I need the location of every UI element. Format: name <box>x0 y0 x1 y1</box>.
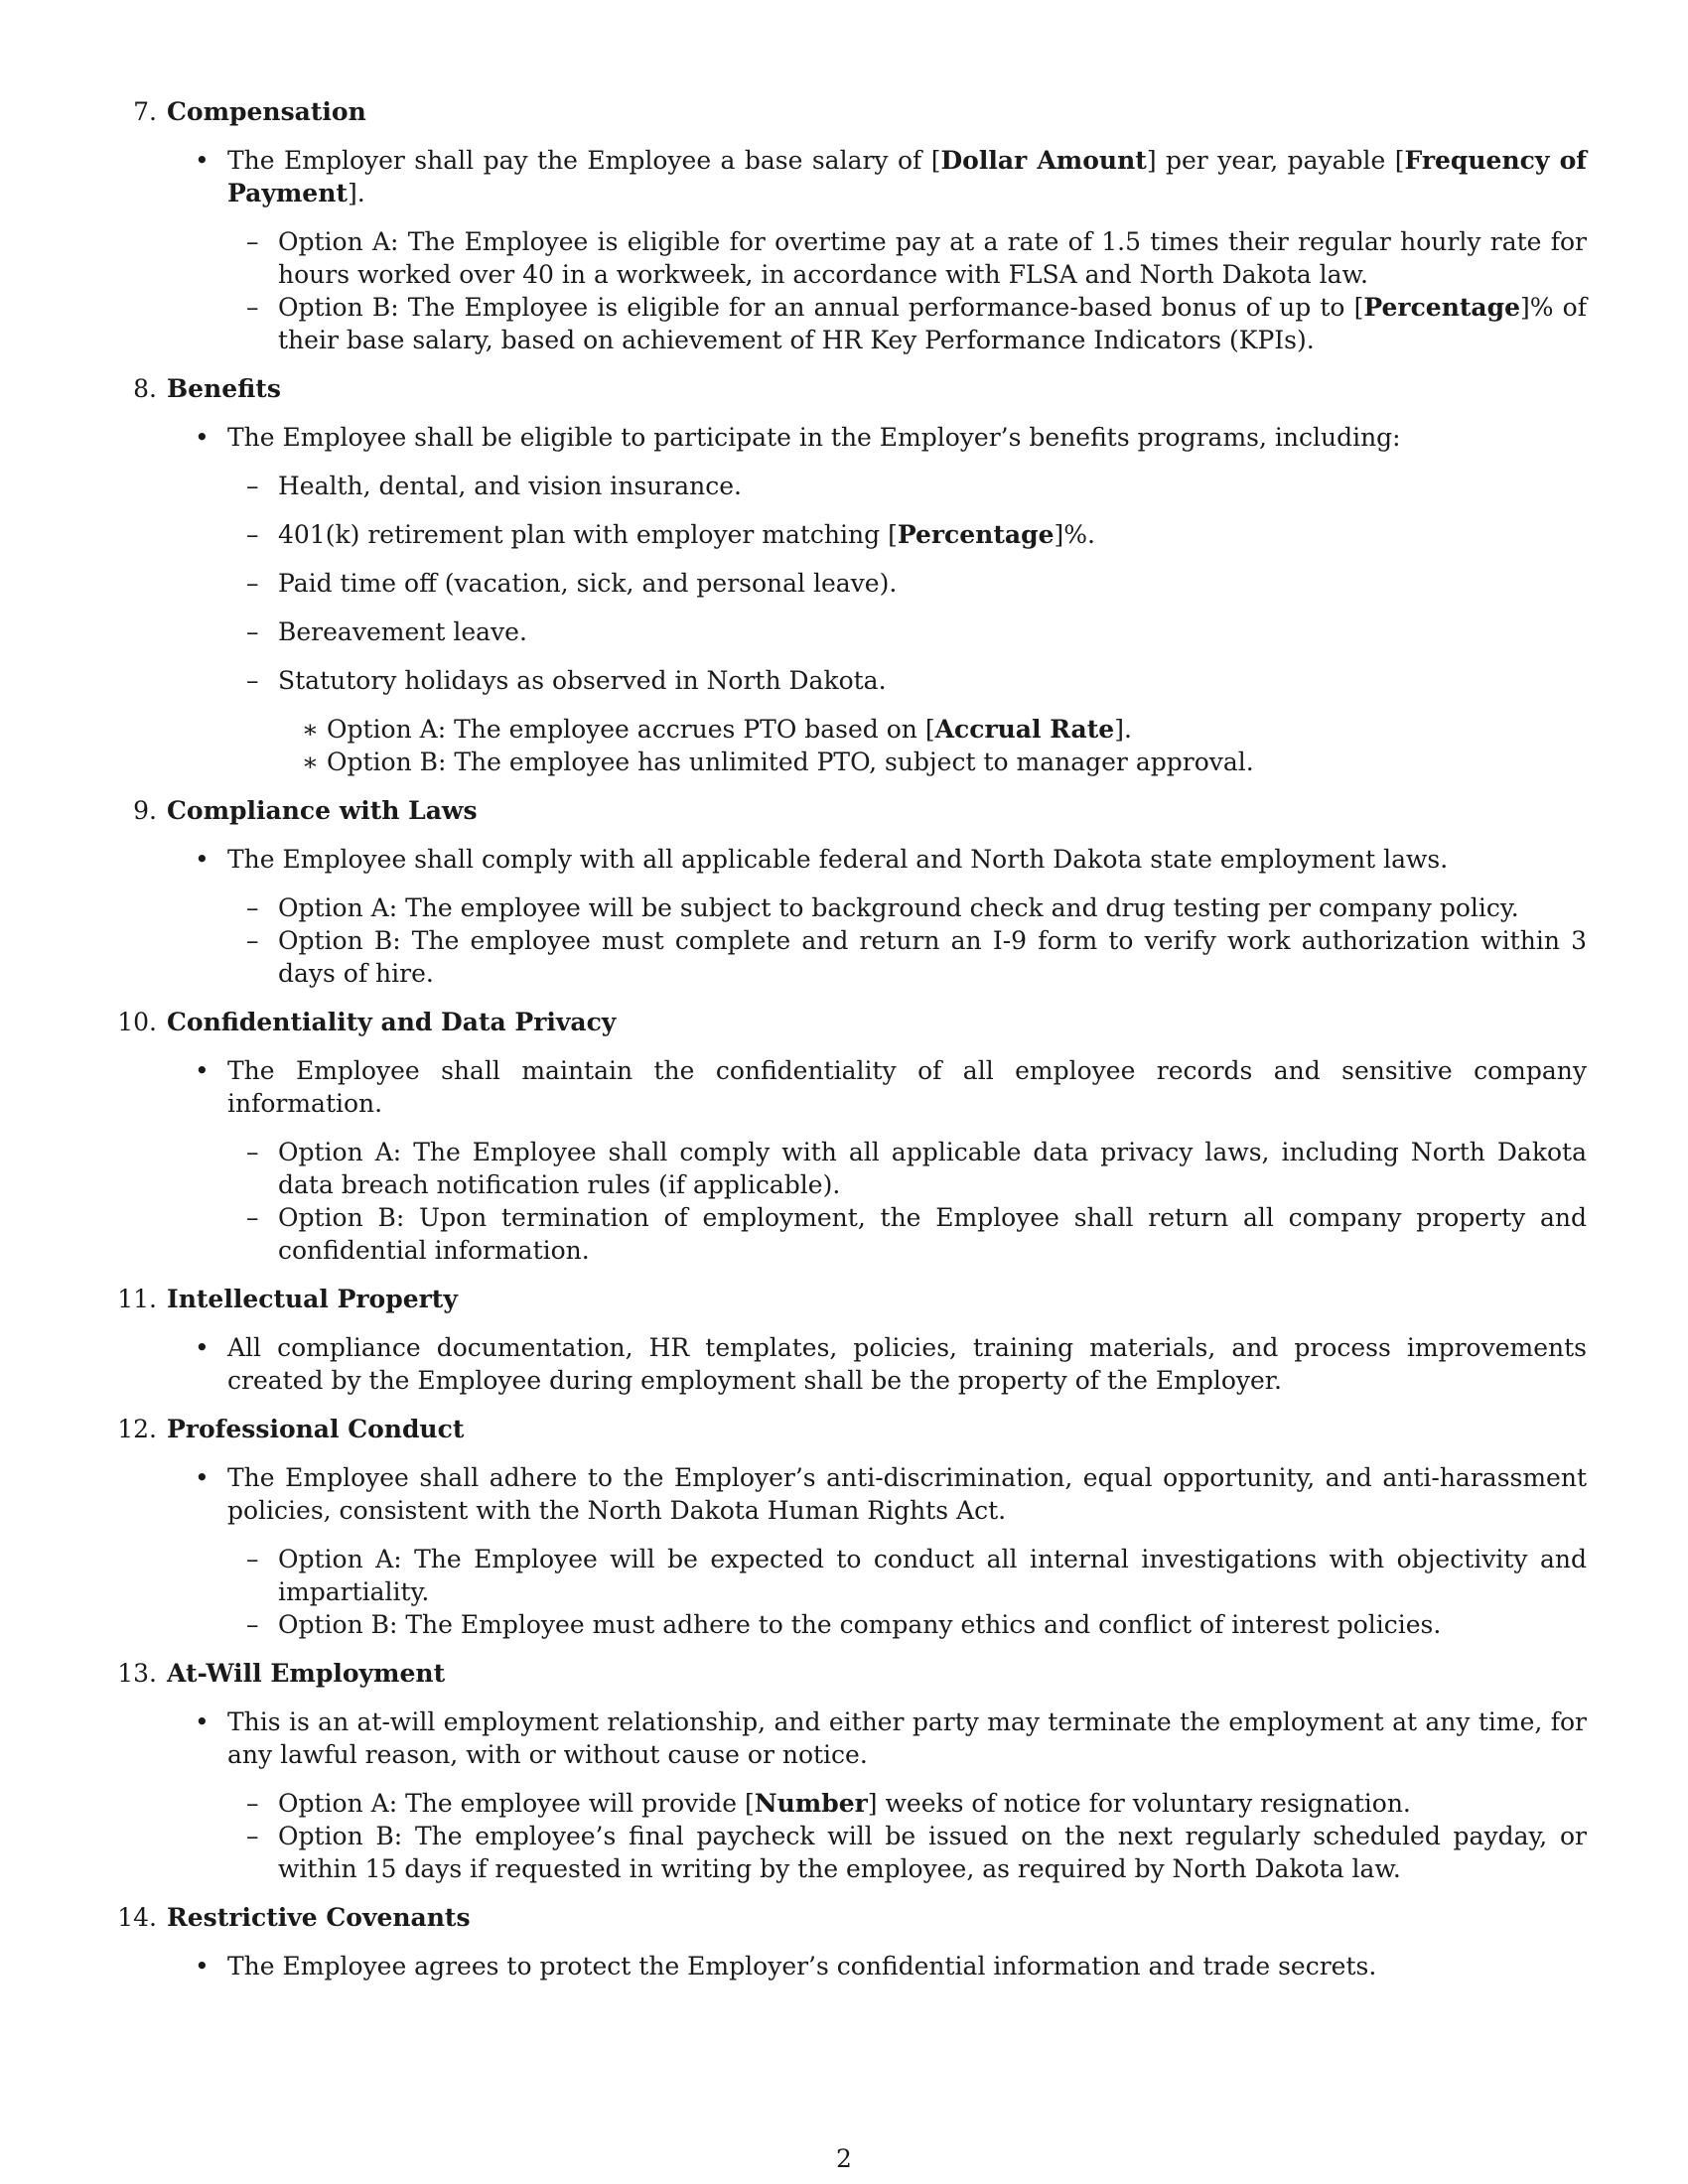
section-number: 7. <box>133 97 157 126</box>
bullet-item: • The Employee agrees to protect the Employer’s confidential information and trade secrets. <box>167 1950 1587 1982</box>
sub-option-list <box>167 713 1587 778</box>
sub-option-item: ∗ Option A: The employee accrues PTO based on [Accrual Rate]. <box>167 713 1587 746</box>
option-item: – Option A: The Employee will be expected to conduct all internal investigations with objectivity and impartiality. <box>167 1543 1587 1608</box>
benefit-item: – 401(k) retirement plan with employer matching [Percentage]%. <box>167 518 1587 551</box>
option-item: – Option B: The Employee must adhere to the company ethics and conflict of interest policies. <box>167 1608 1587 1641</box>
section-heading <box>117 1901 1587 1934</box>
section-benefits <box>133 372 1587 778</box>
placeholder-field: Number <box>754 1789 868 1818</box>
section-title: At-Will Employment <box>167 1659 446 1688</box>
sub-option-item: ∗ Option B: The employee has unlimited PTO, subject to manager approval. <box>167 746 1587 778</box>
section-heading <box>117 1657 1587 1690</box>
placeholder-field: Dollar Amount <box>940 146 1147 175</box>
bullet-item: • This is an at-will employment relationship, and either party may terminate the employment at any time, for any lawful reason, with or without cause or notice. <box>167 1706 1587 1771</box>
bullet-item: • The Employee shall comply with all applicable federal and North Dakota state employment laws. <box>167 843 1587 876</box>
option-list <box>167 1543 1587 1641</box>
page-number: 2 <box>836 2144 852 2173</box>
option-list <box>167 225 1587 356</box>
placeholder-field: Frequency of Payment <box>227 146 1588 207</box>
section-confidentiality <box>117 1006 1587 1267</box>
option-item: – Option B: The employee must complete and return an I-9 form to verify work authorization within 3 days of hire. <box>167 924 1587 990</box>
document-body <box>117 95 1588 1998</box>
section-title: Professional Conduct <box>167 1415 465 1443</box>
section-title: Restrictive Covenants <box>167 1903 471 1932</box>
bullet-item: • All compliance documentation, HR templates, policies, training materials, and process improvements created by the Employee during employment shall be the property of the Employer. <box>167 1331 1587 1397</box>
option-item: – Option A: The employee will provide [Number] weeks of notice for voluntary resignation. <box>167 1787 1587 1820</box>
option-item: – Option A: The employee will be subject to background check and drug testing per company policy. <box>167 891 1587 924</box>
option-item: – Option B: Upon termination of employment, the Employee shall return all company property and confidential information. <box>167 1201 1587 1267</box>
section-number: 11. <box>117 1285 157 1313</box>
section-number: 13. <box>117 1659 157 1688</box>
bullet-item: • The Employee shall adhere to the Employer’s anti-discrimination, equal opportunity, and anti-harassment policies, consistent with the North Dakota Human Rights Act. <box>167 1461 1587 1527</box>
placeholder-field: Percentage <box>897 520 1055 549</box>
option-list <box>167 1136 1587 1267</box>
option-item: – Option B: The employee’s final paycheck will be issued on the next regularly scheduled payday, or within 15 days if requested in writing by the employee, as required by North Dakota law. <box>167 1820 1587 1885</box>
section-number: 10. <box>117 1008 157 1036</box>
section-heading <box>117 1006 1587 1038</box>
option-item: – Option A: The Employee is eligible for overtime pay at a rate of 1.5 times their regular hourly rate for hours worked over 40 in a workweek, in accordance with FLSA and North Dakota law. <box>167 225 1587 291</box>
option-item: – Option A: The Employee shall comply with all applicable data privacy laws, including North Dakota data breach notification rules (if applicable). <box>167 1136 1587 1201</box>
section-intellectual-property <box>117 1283 1587 1397</box>
option-list <box>167 891 1587 990</box>
section-heading <box>133 372 1587 405</box>
option-list <box>167 1787 1587 1885</box>
section-title: Confidentiality and Data Privacy <box>167 1008 617 1036</box>
benefit-item: – Health, dental, and vision insurance. <box>167 470 1587 502</box>
section-number: 14. <box>117 1903 157 1932</box>
section-title: Compensation <box>167 97 366 126</box>
section-title: Benefits <box>167 374 281 403</box>
section-title: Compliance with Laws <box>167 796 478 825</box>
section-heading <box>117 1283 1587 1315</box>
section-compensation <box>133 95 1588 356</box>
section-compliance <box>133 794 1587 990</box>
section-restrictive-covenants <box>117 1901 1587 1982</box>
bullet-item: • The Employee shall be eligible to participate in the Employer’s benefits programs, including: <box>167 421 1587 454</box>
benefit-item: – Paid time off (vacation, sick, and personal leave). <box>167 567 1587 600</box>
benefit-item: – Bereavement leave. <box>167 615 1587 648</box>
option-item: – Option B: The Employee is eligible for an annual performance-based bonus of up to [Percentage]% of their base salary, based on achievement of HR Key Performance Indicators (KPIs). <box>167 291 1587 356</box>
section-heading <box>133 794 1587 827</box>
bullet-item: • The Employee shall maintain the confidentiality of all employee records and sensitive company information. <box>167 1054 1587 1120</box>
placeholder-field: Percentage <box>1363 293 1521 322</box>
section-heading <box>117 1413 1587 1445</box>
section-at-will-employment <box>117 1657 1587 1885</box>
section-number: 12. <box>117 1415 157 1443</box>
section-number: 9. <box>133 796 157 825</box>
section-number: 8. <box>133 374 157 403</box>
benefit-item: – Statutory holidays as observed in North Dakota. <box>167 664 1587 697</box>
section-heading <box>133 95 1587 128</box>
section-professional-conduct <box>117 1413 1587 1641</box>
placeholder-field: Accrual Rate <box>934 715 1115 744</box>
section-title: Intellectual Property <box>167 1285 458 1313</box>
bullet-item: • The Employer shall pay the Employee a base salary of [Dollar Amount] per year, payable [Frequency of Payment]. <box>167 144 1587 209</box>
